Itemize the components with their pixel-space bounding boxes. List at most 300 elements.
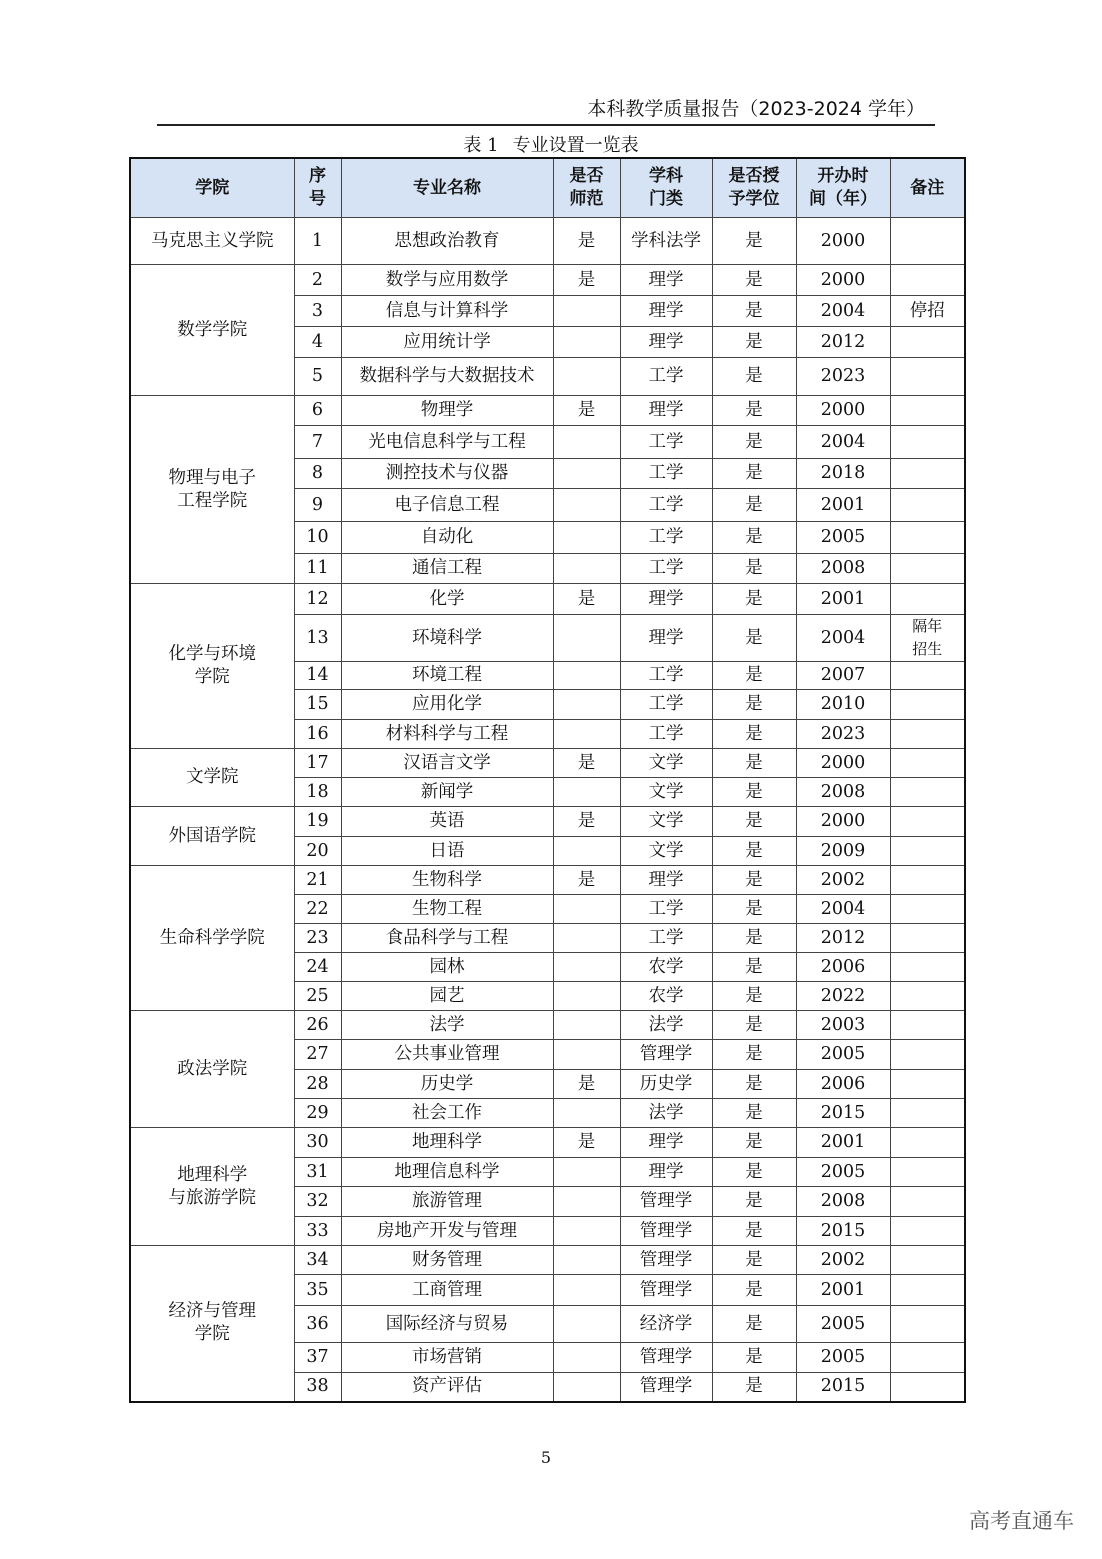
major-name: 思想政治教育 [341, 218, 553, 265]
degree: 是 [712, 1011, 796, 1040]
major-name: 园艺 [341, 982, 553, 1011]
start-year: 2008 [796, 1187, 890, 1217]
note [890, 720, 965, 749]
row-number: 30 [294, 1128, 341, 1158]
major-name: 电子信息工程 [341, 489, 553, 522]
college-name: 数学学院 [130, 265, 294, 396]
degree: 是 [712, 296, 796, 327]
start-year: 2000 [796, 218, 890, 265]
row-number: 5 [294, 358, 341, 396]
start-year: 2005 [796, 1343, 890, 1373]
college-name: 马克思主义学院 [130, 218, 294, 265]
category: 理学 [620, 396, 712, 426]
note [890, 1246, 965, 1275]
note [890, 866, 965, 895]
major-name: 地理信息科学 [341, 1158, 553, 1187]
start-year: 2015 [796, 1099, 890, 1128]
row-number: 31 [294, 1158, 341, 1187]
degree: 是 [712, 924, 796, 953]
header-year: 开办时 间（年） [796, 158, 890, 218]
category: 工学 [620, 690, 712, 720]
start-year: 2004 [796, 615, 890, 662]
major-name: 财务管理 [341, 1246, 553, 1275]
is-normal [553, 1373, 620, 1402]
degree: 是 [712, 1040, 796, 1070]
degree: 是 [712, 662, 796, 690]
row-number: 18 [294, 778, 341, 807]
note [890, 327, 965, 358]
major-name: 旅游管理 [341, 1187, 553, 1217]
note [890, 837, 965, 866]
category: 经济学 [620, 1306, 712, 1343]
degree: 是 [712, 720, 796, 749]
category: 管理学 [620, 1275, 712, 1306]
header-degree: 是否授 予学位 [712, 158, 796, 218]
major-name: 物理学 [341, 396, 553, 426]
header-number: 序 号 [294, 158, 341, 218]
degree: 是 [712, 522, 796, 554]
start-year: 2023 [796, 720, 890, 749]
start-year: 2015 [796, 1217, 890, 1246]
major-name: 生物科学 [341, 866, 553, 895]
header-major-name: 专业名称 [341, 158, 553, 218]
note: 隔年 招生 [890, 615, 965, 662]
table-row [130, 584, 965, 615]
major-name: 数据科学与大数据技术 [341, 358, 553, 396]
is-normal: 是 [553, 584, 620, 615]
start-year: 2000 [796, 396, 890, 426]
major-name: 环境工程 [341, 662, 553, 690]
note [890, 1158, 965, 1187]
start-year: 2005 [796, 1040, 890, 1070]
start-year: 2002 [796, 1246, 890, 1275]
note [890, 749, 965, 778]
college-name: 物理与电子 工程学院 [130, 396, 294, 584]
major-name: 日语 [341, 837, 553, 866]
category: 工学 [620, 924, 712, 953]
degree: 是 [712, 1246, 796, 1275]
major-name: 食品科学与工程 [341, 924, 553, 953]
category: 工学 [620, 895, 712, 924]
table-caption-number: 表 1 [463, 135, 499, 156]
note [890, 1011, 965, 1040]
degree: 是 [712, 218, 796, 265]
row-number: 15 [294, 690, 341, 720]
note [890, 807, 965, 837]
is-normal [553, 778, 620, 807]
category: 历史学 [620, 1070, 712, 1099]
is-normal [553, 426, 620, 459]
major-name: 法学 [341, 1011, 553, 1040]
category: 理学 [620, 584, 712, 615]
header-category: 学科 门类 [620, 158, 712, 218]
is-normal [553, 837, 620, 866]
major-name: 公共事业管理 [341, 1040, 553, 1070]
is-normal: 是 [553, 396, 620, 426]
is-normal [553, 615, 620, 662]
table-row [130, 866, 965, 895]
category: 理学 [620, 265, 712, 296]
note [890, 396, 965, 426]
major-name: 应用化学 [341, 690, 553, 720]
category: 文学 [620, 807, 712, 837]
note [890, 522, 965, 554]
category: 工学 [620, 459, 712, 489]
start-year: 2004 [796, 296, 890, 327]
major-name: 工商管理 [341, 1275, 553, 1306]
major-name: 数学与应用数学 [341, 265, 553, 296]
is-normal: 是 [553, 1128, 620, 1158]
degree: 是 [712, 489, 796, 522]
degree: 是 [712, 615, 796, 662]
start-year: 2006 [796, 1070, 890, 1099]
is-normal [553, 489, 620, 522]
page-number: 5 [540, 1448, 552, 1467]
is-normal [553, 1246, 620, 1275]
table-row [130, 265, 965, 296]
category: 理学 [620, 296, 712, 327]
major-name: 社会工作 [341, 1099, 553, 1128]
start-year: 2001 [796, 1128, 890, 1158]
row-number: 29 [294, 1099, 341, 1128]
is-normal [553, 1011, 620, 1040]
start-year: 2009 [796, 837, 890, 866]
is-normal [553, 1275, 620, 1306]
note [890, 554, 965, 584]
category: 工学 [620, 358, 712, 396]
row-number: 33 [294, 1217, 341, 1246]
category: 工学 [620, 554, 712, 584]
college-name: 生命科学学院 [130, 866, 294, 1011]
row-number: 21 [294, 866, 341, 895]
header-college: 学院 [130, 158, 294, 218]
table-row [130, 1246, 965, 1275]
category: 管理学 [620, 1217, 712, 1246]
category: 文学 [620, 837, 712, 866]
major-name: 应用统计学 [341, 327, 553, 358]
category: 理学 [620, 1128, 712, 1158]
row-number: 19 [294, 807, 341, 837]
is-normal: 是 [553, 749, 620, 778]
is-normal [553, 720, 620, 749]
is-normal [553, 953, 620, 982]
category: 工学 [620, 662, 712, 690]
note [890, 459, 965, 489]
degree: 是 [712, 584, 796, 615]
degree: 是 [712, 327, 796, 358]
major-name: 汉语言文学 [341, 749, 553, 778]
is-normal [553, 895, 620, 924]
row-number: 34 [294, 1246, 341, 1275]
start-year: 2002 [796, 866, 890, 895]
is-normal: 是 [553, 218, 620, 265]
row-number: 17 [294, 749, 341, 778]
is-normal: 是 [553, 807, 620, 837]
major-name: 自动化 [341, 522, 553, 554]
major-name: 英语 [341, 807, 553, 837]
category: 工学 [620, 426, 712, 459]
watermark: 高考直通车 [969, 1509, 1074, 1533]
degree: 是 [712, 953, 796, 982]
degree: 是 [712, 1343, 796, 1373]
major-name: 园林 [341, 953, 553, 982]
row-number: 10 [294, 522, 341, 554]
table-row [130, 807, 965, 837]
start-year: 2000 [796, 265, 890, 296]
note [890, 1275, 965, 1306]
note [890, 1306, 965, 1343]
degree: 是 [712, 1158, 796, 1187]
note [890, 1217, 965, 1246]
category: 法学 [620, 1011, 712, 1040]
category: 文学 [620, 778, 712, 807]
degree: 是 [712, 459, 796, 489]
category: 文学 [620, 749, 712, 778]
row-number: 8 [294, 459, 341, 489]
category: 管理学 [620, 1343, 712, 1373]
note [890, 690, 965, 720]
is-normal [553, 358, 620, 396]
is-normal [553, 459, 620, 489]
start-year: 2001 [796, 584, 890, 615]
row-number: 37 [294, 1343, 341, 1373]
degree: 是 [712, 837, 796, 866]
table-header-row [130, 158, 965, 218]
is-normal: 是 [553, 866, 620, 895]
row-number: 36 [294, 1306, 341, 1343]
start-year: 2004 [796, 895, 890, 924]
college-name: 文学院 [130, 749, 294, 807]
degree: 是 [712, 1373, 796, 1402]
row-number: 28 [294, 1070, 341, 1099]
start-year: 2003 [796, 1011, 890, 1040]
note [890, 584, 965, 615]
major-name: 信息与计算科学 [341, 296, 553, 327]
row-number: 16 [294, 720, 341, 749]
start-year: 2004 [796, 426, 890, 459]
note [890, 778, 965, 807]
table-row [130, 218, 965, 265]
degree: 是 [712, 749, 796, 778]
major-name: 生物工程 [341, 895, 553, 924]
start-year: 2008 [796, 778, 890, 807]
degree: 是 [712, 982, 796, 1011]
start-year: 2000 [796, 749, 890, 778]
start-year: 2005 [796, 522, 890, 554]
is-normal [553, 327, 620, 358]
row-number: 27 [294, 1040, 341, 1070]
row-number: 24 [294, 953, 341, 982]
college-name: 外国语学院 [130, 807, 294, 866]
degree: 是 [712, 426, 796, 459]
degree: 是 [712, 895, 796, 924]
row-number: 14 [294, 662, 341, 690]
category: 管理学 [620, 1373, 712, 1402]
start-year: 2015 [796, 1373, 890, 1402]
is-normal [553, 690, 620, 720]
is-normal [553, 1217, 620, 1246]
row-number: 6 [294, 396, 341, 426]
major-name: 国际经济与贸易 [341, 1306, 553, 1343]
degree: 是 [712, 265, 796, 296]
row-number: 26 [294, 1011, 341, 1040]
start-year: 2000 [796, 807, 890, 837]
is-normal [553, 1306, 620, 1343]
major-name: 历史学 [341, 1070, 553, 1099]
category: 法学 [620, 1099, 712, 1128]
note [890, 489, 965, 522]
row-number: 3 [294, 296, 341, 327]
start-year: 2007 [796, 662, 890, 690]
table-caption-title: 专业设置一览表 [512, 135, 639, 156]
row-number: 1 [294, 218, 341, 265]
note [890, 1373, 965, 1402]
start-year: 2010 [796, 690, 890, 720]
category: 管理学 [620, 1246, 712, 1275]
start-year: 2001 [796, 489, 890, 522]
major-name: 资产评估 [341, 1373, 553, 1402]
header-note: 备注 [890, 158, 965, 218]
note [890, 1070, 965, 1099]
major-name: 化学 [341, 584, 553, 615]
college-name: 经济与管理 学院 [130, 1246, 294, 1402]
category: 农学 [620, 982, 712, 1011]
note [890, 895, 965, 924]
is-normal [553, 1187, 620, 1217]
note [890, 265, 965, 296]
major-name: 市场营销 [341, 1343, 553, 1373]
row-number: 13 [294, 615, 341, 662]
row-number: 4 [294, 327, 341, 358]
note [890, 218, 965, 265]
note [890, 1128, 965, 1158]
category: 理学 [620, 866, 712, 895]
major-table [129, 157, 966, 1403]
is-normal [553, 296, 620, 327]
degree: 是 [712, 358, 796, 396]
major-name: 环境科学 [341, 615, 553, 662]
report-header-title: 本科教学质量报告（2023-2024 学年） [587, 98, 925, 120]
note [890, 953, 965, 982]
degree: 是 [712, 1217, 796, 1246]
row-number: 7 [294, 426, 341, 459]
major-name: 房地产开发与管理 [341, 1217, 553, 1246]
category: 管理学 [620, 1187, 712, 1217]
header-is-normal: 是否 师范 [553, 158, 620, 218]
category: 工学 [620, 489, 712, 522]
note [890, 982, 965, 1011]
start-year: 2022 [796, 982, 890, 1011]
table-row [130, 396, 965, 426]
header-rule [157, 124, 935, 126]
major-name: 通信工程 [341, 554, 553, 584]
degree: 是 [712, 396, 796, 426]
is-normal [553, 982, 620, 1011]
major-name: 材料科学与工程 [341, 720, 553, 749]
degree: 是 [712, 866, 796, 895]
degree: 是 [712, 1306, 796, 1343]
row-number: 22 [294, 895, 341, 924]
is-normal [553, 924, 620, 953]
note [890, 1187, 965, 1217]
is-normal [553, 554, 620, 584]
degree: 是 [712, 1070, 796, 1099]
category: 工学 [620, 522, 712, 554]
note [890, 1040, 965, 1070]
is-normal [553, 522, 620, 554]
row-number: 11 [294, 554, 341, 584]
start-year: 2006 [796, 953, 890, 982]
is-normal: 是 [553, 265, 620, 296]
row-number: 38 [294, 1373, 341, 1402]
college-name: 化学与环境 学院 [130, 584, 294, 749]
start-year: 2012 [796, 327, 890, 358]
note [890, 662, 965, 690]
table-caption [0, 131, 1102, 157]
start-year: 2012 [796, 924, 890, 953]
is-normal [553, 662, 620, 690]
category: 农学 [620, 953, 712, 982]
start-year: 2023 [796, 358, 890, 396]
degree: 是 [712, 778, 796, 807]
start-year: 2018 [796, 459, 890, 489]
college-name: 政法学院 [130, 1011, 294, 1128]
degree: 是 [712, 807, 796, 837]
category: 理学 [620, 615, 712, 662]
start-year: 2005 [796, 1158, 890, 1187]
note [890, 1343, 965, 1373]
degree: 是 [712, 1128, 796, 1158]
start-year: 2005 [796, 1306, 890, 1343]
row-number: 2 [294, 265, 341, 296]
degree: 是 [712, 1275, 796, 1306]
degree: 是 [712, 554, 796, 584]
note [890, 924, 965, 953]
row-number: 23 [294, 924, 341, 953]
degree: 是 [712, 690, 796, 720]
note: 停招 [890, 296, 965, 327]
is-normal [553, 1343, 620, 1373]
major-name: 测控技术与仪器 [341, 459, 553, 489]
major-name: 光电信息科学与工程 [341, 426, 553, 459]
degree: 是 [712, 1187, 796, 1217]
row-number: 20 [294, 837, 341, 866]
row-number: 35 [294, 1275, 341, 1306]
category: 学科法学 [620, 218, 712, 265]
row-number: 9 [294, 489, 341, 522]
is-normal [553, 1099, 620, 1128]
category: 理学 [620, 327, 712, 358]
degree: 是 [712, 1099, 796, 1128]
category: 工学 [620, 720, 712, 749]
category: 管理学 [620, 1040, 712, 1070]
row-number: 32 [294, 1187, 341, 1217]
note [890, 1099, 965, 1128]
note [890, 358, 965, 396]
is-normal [553, 1040, 620, 1070]
is-normal: 是 [553, 1070, 620, 1099]
row-number: 12 [294, 584, 341, 615]
row-number: 25 [294, 982, 341, 1011]
category: 理学 [620, 1158, 712, 1187]
table-row [130, 1011, 965, 1040]
major-name: 地理科学 [341, 1128, 553, 1158]
start-year: 2001 [796, 1275, 890, 1306]
note [890, 426, 965, 459]
start-year: 2008 [796, 554, 890, 584]
table-row [130, 749, 965, 778]
major-name: 新闻学 [341, 778, 553, 807]
